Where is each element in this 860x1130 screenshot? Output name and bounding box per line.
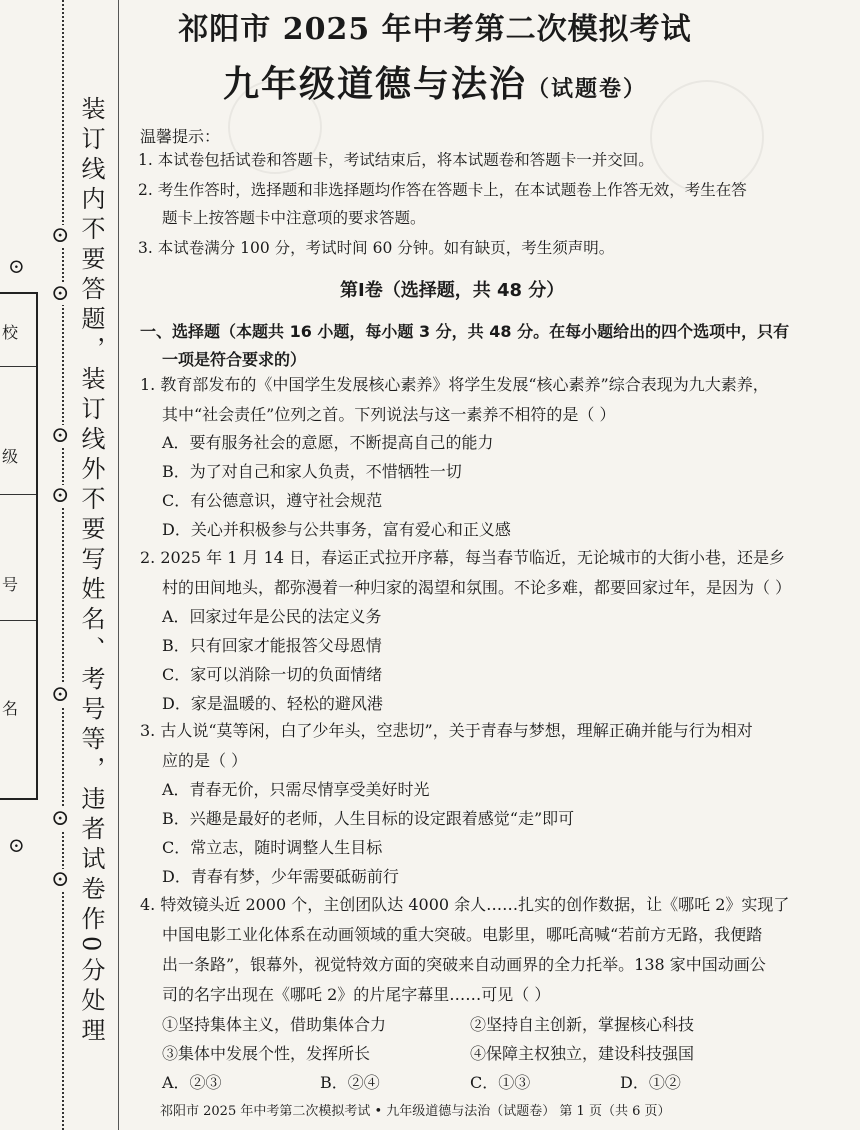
tips-heading: 温馨提示： [140, 127, 221, 146]
question-4-stem [140, 890, 856, 1010]
q3-option-a: A．青春无价，只需尽情享受美好时光 [162, 780, 430, 799]
q4-statement-2: ②坚持自主创新，掌握核心科技 [470, 1015, 695, 1034]
q4-choice-b: B．②④ [320, 1073, 380, 1092]
stem-line: 2. 2025 年 1 月 14 日，春运正式拉开序幕，每当春节临近，无论城市的大街小巷，还是乡 [140, 548, 786, 567]
binding-hole-icon: ⊙ [8, 833, 25, 857]
subject-name: 九年级道德与法治 [222, 64, 527, 105]
q4-choice-c: C．①③ [470, 1073, 531, 1092]
exam-title: 祁阳市 2025 年中考第二次模拟考试 [178, 12, 692, 47]
q2-option-c: C．家可以消除一切的负面情绪 [162, 665, 383, 684]
q3-option-b: B．兴趣是最好的老师，人生目标的设定跟着感觉“走”即可 [162, 809, 575, 828]
q4-choice-a: A．②③ [162, 1073, 222, 1092]
q4-choice-d: D．①② [620, 1073, 681, 1092]
q1-option-b: B．为了对自己和家人负责，不惜牺牲一切 [162, 462, 462, 481]
q3-option-d: D．青春有梦，少年需要砥砺前行 [162, 867, 399, 886]
stem-line: 3. 古人说“莫等闲，白了少年头，空悲切”，关于青春与梦想，理解正确并能与行为相对 [140, 721, 753, 740]
question-1-stem [140, 370, 856, 430]
tip-item: 3. 本试卷满分 100 分，考试时间 60 分钟。如有缺页，考生须声明。 [138, 239, 615, 257]
q4-statement-1: ①坚持集体主义，借助集体合力 [162, 1015, 387, 1034]
binding-ring-icon: ⊙ [51, 806, 70, 831]
binding-dotted-line [62, 0, 64, 1130]
stem-line: 出一条路”，银幕外，视觉特效方面的突破来自动画界的全力托举。138 家中国动画公 [162, 955, 766, 974]
class-line [0, 494, 36, 495]
binding-ring-icon: ⊙ [51, 867, 70, 892]
question-3-stem [140, 716, 856, 776]
q3-option-c: C．常立志，随时调整人生目标 [162, 838, 383, 857]
binding-strip [0, 0, 120, 1130]
binding-ring-icon: ⊙ [51, 423, 70, 448]
stem-line: 4. 特效镜头近 2000 个，主创团队达 4000 余人……扎实的创作数据，让《哪吒 2》实现了 [140, 895, 790, 914]
school-label: 校 [2, 323, 19, 342]
number-label: 号 [2, 575, 19, 594]
binding-ring-icon: ⊙ [51, 682, 70, 707]
subject-title [150, 56, 720, 107]
class-label: 级 [2, 447, 19, 466]
binding-ring-icon: ⊙ [51, 281, 70, 306]
school-line [0, 366, 36, 367]
section-heading-line: 一、选择题（本题共 16 小题，每小题 3 分，共 48 分。在每小题给出的四个选项中，只有 [140, 322, 790, 341]
stem-line: 司的名字出现在《哪吒 2》的片尾字幕里……可见（ ） [162, 985, 551, 1004]
q1-option-c: C．有公德意识，遵守社会规范 [162, 491, 383, 510]
binding-ring-icon: ⊙ [51, 223, 70, 248]
q2-option-a: A．回家过年是公民的法定义务 [162, 607, 382, 626]
binding-warning-text: 装订线内不要答题，装订线外不要写姓名、考号等，违者试卷作0分处理 [77, 96, 105, 1048]
stem-line: 应的是（ ） [162, 751, 248, 770]
page-footer: 祁阳市 2025 年中考第二次模拟考试 • 九年级道德与法治（试题卷） 第 1 页（共 6 页） [160, 1104, 671, 1119]
q2-option-b: B．只有回家才能报答父母恩情 [162, 636, 382, 655]
section-heading [140, 318, 856, 374]
q4-statement-3: ③集体中发展个性，发挥所长 [162, 1044, 371, 1063]
stem-line: 中国电影工业化体系在动画领域的重大突破。电影里，哪吒高喊“若前方无路，我便踏 [162, 925, 763, 944]
q4-statement-4: ④保障主权独立，建设科技强国 [470, 1044, 695, 1063]
q2-option-d: D．家是温暖的、轻松的避风港 [162, 694, 383, 713]
student-info-box [0, 292, 38, 800]
binding-ring-icon: ⊙ [51, 483, 70, 508]
q1-option-d: D．关心并积极参与公共事务，富有爱心和正义感 [162, 520, 511, 539]
binding-hole-icon: ⊙ [8, 254, 25, 278]
stem-line: 村的田间地头，都弥漫着一种归家的渴望和氛围。不论多难，都要回家过年，是因为（ ） [162, 578, 792, 597]
section-heading-line: 一项是符合要求的） [162, 350, 307, 369]
tip-item: 2. 考生作答时，选择题和非选择题均作答在答题卡上，在本试题卷上作答无效，考生在答 [138, 181, 747, 199]
question-2-stem [140, 543, 856, 603]
stem-line: 1. 教育部发布的《中国学生发展核心素养》将学生发展“核心素养”综合表现为九大素养， [140, 375, 769, 394]
q1-option-a: A．要有服务社会的意愿，不断提高自己的能力 [162, 433, 494, 452]
stem-line: 其中“社会责任”位列之首。下列说法与这一素养不相符的是（ ） [162, 405, 616, 424]
tip-item: 题卡上按答题卡中注意项的要求答题。 [162, 209, 426, 227]
number-line [0, 620, 36, 621]
margin-rule [118, 0, 119, 1130]
part-one-heading: 第Ⅰ卷（选择题，共 48 分） [340, 280, 565, 301]
name-label: 名 [2, 699, 19, 718]
subject-suffix: （试题卷） [527, 76, 648, 102]
tip-item: 1. 本试卷包括试卷和答题卡，考试结束后，将本试题卷和答题卡一并交回。 [138, 151, 654, 169]
